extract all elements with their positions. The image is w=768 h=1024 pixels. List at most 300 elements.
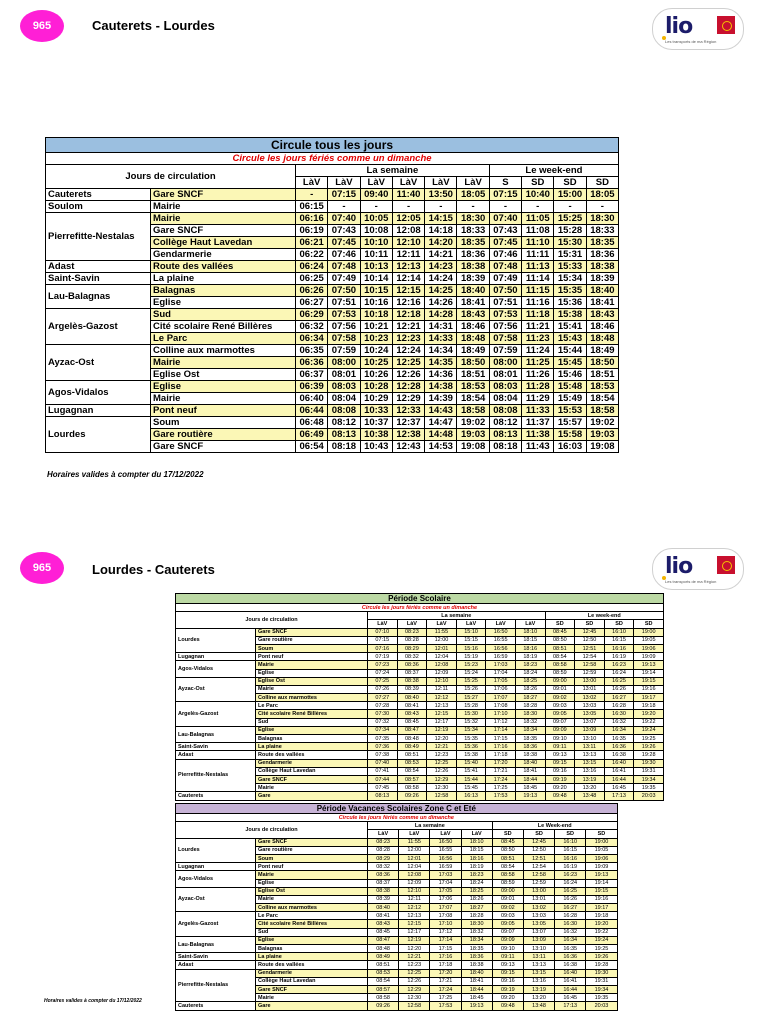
departure-time: 08:03 bbox=[489, 381, 521, 393]
stop-name: Gare bbox=[256, 1002, 368, 1010]
stop-name: Mairie bbox=[256, 685, 368, 693]
departure-time: 13:05 bbox=[575, 710, 605, 718]
departure-time: 12:08 bbox=[392, 225, 424, 237]
departure-time: 16:55 bbox=[430, 846, 461, 854]
departure-time: 18:15 bbox=[461, 846, 492, 854]
departure-time: 16:35 bbox=[555, 945, 586, 953]
departure-time: 07:16 bbox=[368, 644, 398, 652]
departure-time: 18:36 bbox=[586, 249, 618, 261]
town-name: Agos-Vidalos bbox=[46, 381, 151, 405]
table-row bbox=[46, 201, 619, 213]
departure-time: 08:58 bbox=[397, 784, 427, 792]
town-name: Adast bbox=[176, 751, 256, 759]
departure-time: 13:48 bbox=[523, 1002, 554, 1010]
departure-time: 13:10 bbox=[523, 945, 554, 953]
departure-time: 17:25 bbox=[430, 994, 461, 1002]
departure-time: 18:43 bbox=[586, 309, 618, 321]
departure-time: 18:40 bbox=[457, 285, 489, 297]
departure-time: 16:32 bbox=[555, 928, 586, 936]
departure-time: 08:53 bbox=[397, 759, 427, 767]
town-name: Ayzac-Ost bbox=[176, 677, 256, 702]
route-badge-return: 965 bbox=[20, 552, 64, 584]
stop-name: Balagnas bbox=[256, 735, 368, 743]
departure-time: 08:29 bbox=[368, 854, 399, 862]
departure-time: 07:48 bbox=[328, 261, 360, 273]
departure-time: 16:44 bbox=[604, 775, 634, 783]
departure-time: 18:27 bbox=[515, 694, 545, 702]
departure-time: 13:15 bbox=[523, 969, 554, 977]
departure-time: 10:29 bbox=[360, 393, 392, 405]
departure-time: 08:58 bbox=[368, 994, 399, 1002]
departure-time: 18:28 bbox=[461, 912, 492, 920]
departure-time: 08:41 bbox=[397, 702, 427, 710]
departure-time: 08:49 bbox=[368, 953, 399, 961]
departure-time: 12:25 bbox=[399, 969, 430, 977]
departure-time: 12:51 bbox=[523, 854, 554, 862]
town-name: Ayzac-Ost bbox=[46, 345, 151, 381]
departure-time: 11:05 bbox=[522, 213, 554, 225]
departure-time: 07:49 bbox=[489, 273, 521, 285]
departure-time: 08:23 bbox=[368, 838, 399, 846]
departure-time: 15:46 bbox=[554, 369, 586, 381]
departure-time: 13:19 bbox=[523, 985, 554, 993]
departure-time: 15:25 bbox=[456, 677, 486, 685]
departure-time: 19:25 bbox=[586, 945, 617, 953]
departure-time: 13:07 bbox=[575, 718, 605, 726]
departure-time: 06:37 bbox=[296, 369, 328, 381]
departure-time: 11:14 bbox=[522, 273, 554, 285]
departure-time: 13:11 bbox=[575, 743, 605, 751]
timetable-school-period bbox=[175, 593, 664, 801]
departure-time: 12:10 bbox=[427, 677, 457, 685]
departure-time: 07:59 bbox=[328, 345, 360, 357]
departure-time: 13:09 bbox=[575, 726, 605, 734]
departure-time: 09:11 bbox=[492, 953, 523, 961]
table-row bbox=[46, 261, 619, 273]
departure-time: 19:26 bbox=[586, 953, 617, 961]
weekend-header: Le week-end bbox=[489, 165, 618, 177]
stop-name: Mairie bbox=[151, 201, 296, 213]
departure-time: 15:15 bbox=[456, 636, 486, 644]
stop-name: Gare SNCF bbox=[151, 441, 296, 453]
departure-time: 14:15 bbox=[425, 213, 457, 225]
departure-time: 18:23 bbox=[515, 661, 545, 669]
departure-time: 08:12 bbox=[328, 417, 360, 429]
departure-time: 13:20 bbox=[575, 784, 605, 792]
table-subtitle: Circule les jours fériés comme un dimanche bbox=[46, 153, 619, 165]
departure-time: 09:26 bbox=[368, 1002, 399, 1010]
departure-time: 11:08 bbox=[522, 225, 554, 237]
departure-time: 15:38 bbox=[456, 751, 486, 759]
departure-time: 19:05 bbox=[586, 846, 617, 854]
departure-time: 16:23 bbox=[604, 661, 634, 669]
departure-time: - bbox=[554, 201, 586, 213]
departure-time: 14:18 bbox=[425, 225, 457, 237]
departure-time: 09:40 bbox=[360, 189, 392, 201]
departure-time: 18:50 bbox=[457, 357, 489, 369]
departure-time: 19:14 bbox=[634, 669, 664, 677]
departure-time: 16:25 bbox=[604, 677, 634, 685]
departure-time: 19:22 bbox=[634, 718, 664, 726]
departure-time: 17:13 bbox=[555, 1002, 586, 1010]
departure-time: 18:45 bbox=[515, 784, 545, 792]
departure-time: 17:03 bbox=[430, 871, 461, 879]
departure-time: 13:02 bbox=[523, 904, 554, 912]
days-label: Jours de circulation bbox=[46, 165, 296, 189]
departure-time: 09:05 bbox=[492, 920, 523, 928]
departure-time: 08:45 bbox=[492, 838, 523, 846]
day-code: LàV bbox=[457, 177, 489, 189]
departure-time: 12:14 bbox=[392, 273, 424, 285]
departure-time: 09:11 bbox=[545, 743, 575, 751]
departure-time: 08:45 bbox=[368, 928, 399, 936]
departure-time: 14:26 bbox=[425, 297, 457, 309]
departure-time: 11:23 bbox=[522, 333, 554, 345]
departure-time: 12:50 bbox=[523, 846, 554, 854]
departure-time: 15:44 bbox=[554, 345, 586, 357]
departure-time: 12:18 bbox=[392, 309, 424, 321]
departure-time: 19:20 bbox=[586, 920, 617, 928]
table-row bbox=[46, 417, 619, 429]
departure-time: 17:21 bbox=[486, 767, 516, 775]
table-row bbox=[176, 702, 664, 710]
departure-time: 12:58 bbox=[523, 871, 554, 879]
departure-time: 07:40 bbox=[328, 213, 360, 225]
departure-time: 18:51 bbox=[586, 369, 618, 381]
departure-time: 16:26 bbox=[555, 895, 586, 903]
departure-time: 19:09 bbox=[634, 653, 664, 661]
departure-time: 15:28 bbox=[554, 225, 586, 237]
departure-time: 11:28 bbox=[522, 381, 554, 393]
departure-time: 08:03 bbox=[328, 381, 360, 393]
table-row bbox=[46, 405, 619, 417]
departure-time: 09:00 bbox=[492, 887, 523, 895]
departure-time: 09:00 bbox=[545, 677, 575, 685]
departure-time: 09:01 bbox=[492, 895, 523, 903]
departure-time: 19:25 bbox=[634, 735, 664, 743]
departure-time: 15:00 bbox=[554, 189, 586, 201]
departure-time: 10:18 bbox=[360, 309, 392, 321]
departure-time: 09:03 bbox=[492, 912, 523, 920]
days-label: Jours de circulation bbox=[176, 612, 368, 628]
departure-time: 13:50 bbox=[425, 189, 457, 201]
departure-time: 09:20 bbox=[545, 784, 575, 792]
departure-time: 13:48 bbox=[575, 792, 605, 800]
departure-time: 16:59 bbox=[430, 863, 461, 871]
departure-time: 11:10 bbox=[522, 237, 554, 249]
departure-time: 20:03 bbox=[586, 1002, 617, 1010]
departure-time: 18:16 bbox=[461, 854, 492, 862]
departure-time: 18:10 bbox=[515, 628, 545, 636]
departure-time: 18:30 bbox=[586, 213, 618, 225]
departure-time: 19:26 bbox=[634, 743, 664, 751]
departure-time: 15:48 bbox=[554, 381, 586, 393]
day-code: S bbox=[489, 177, 521, 189]
departure-time: 16:44 bbox=[555, 985, 586, 993]
route-title-return: Lourdes - Cauterets bbox=[92, 562, 215, 577]
departure-time: 07:50 bbox=[489, 285, 521, 297]
departure-time: 16:13 bbox=[456, 792, 486, 800]
departure-time: 08:43 bbox=[368, 920, 399, 928]
day-code: LàV bbox=[399, 830, 430, 838]
departure-time: 08:41 bbox=[368, 912, 399, 920]
departure-time: 12:10 bbox=[399, 887, 430, 895]
stop-name: Pont neuf bbox=[256, 863, 368, 871]
departure-time: 07:50 bbox=[328, 285, 360, 297]
departure-time: 12:00 bbox=[399, 846, 430, 854]
departure-time: 08:28 bbox=[368, 846, 399, 854]
departure-time: 13:03 bbox=[523, 912, 554, 920]
departure-time: 15:25 bbox=[554, 213, 586, 225]
departure-time: 19:13 bbox=[586, 871, 617, 879]
table-row bbox=[176, 726, 664, 734]
departure-time: 07:46 bbox=[328, 249, 360, 261]
departure-time: 07:36 bbox=[368, 743, 398, 751]
departure-time: 14:21 bbox=[425, 249, 457, 261]
departure-time: 08:59 bbox=[545, 669, 575, 677]
day-code: SD bbox=[586, 177, 618, 189]
departure-time: 18:44 bbox=[461, 985, 492, 993]
departure-time: 09:13 bbox=[492, 961, 523, 969]
departure-time: 19:28 bbox=[634, 751, 664, 759]
departure-time: 18:49 bbox=[586, 345, 618, 357]
town-name: Cauterets bbox=[176, 792, 256, 800]
stop-name: Gare SNCF bbox=[256, 985, 368, 993]
departure-time: 11:37 bbox=[522, 417, 554, 429]
weekend-header: Le Week-end bbox=[492, 822, 617, 830]
departure-time: 15:19 bbox=[456, 653, 486, 661]
week-header: La semaine bbox=[368, 612, 546, 620]
departure-time: 12:09 bbox=[399, 879, 430, 887]
departure-time: 16:15 bbox=[555, 846, 586, 854]
departure-time: 18:28 bbox=[515, 702, 545, 710]
table-subtitle: Circule les jours fériés comme un dimanche bbox=[176, 814, 618, 822]
day-code: SD bbox=[554, 177, 586, 189]
departure-time: 12:19 bbox=[399, 936, 430, 944]
departure-time: 10:15 bbox=[360, 285, 392, 297]
departure-time: 19:14 bbox=[586, 879, 617, 887]
stop-name: Mairie bbox=[151, 393, 296, 405]
departure-time: 20:03 bbox=[634, 792, 664, 800]
departure-time: 12:11 bbox=[427, 685, 457, 693]
departure-time: 14:25 bbox=[425, 285, 457, 297]
day-code: SD bbox=[545, 620, 575, 628]
departure-time: 15:57 bbox=[554, 417, 586, 429]
departure-time: 18:41 bbox=[586, 297, 618, 309]
departure-time: 07:19 bbox=[368, 653, 398, 661]
departure-time: 18:40 bbox=[515, 759, 545, 767]
town-name: Lau-Balagnas bbox=[176, 726, 256, 742]
departure-time: 08:37 bbox=[368, 879, 399, 887]
departure-time: 15:34 bbox=[554, 273, 586, 285]
departure-time: 18:30 bbox=[457, 213, 489, 225]
departure-time: 15:10 bbox=[456, 628, 486, 636]
departure-time: 18:58 bbox=[457, 405, 489, 417]
stop-name: Colline aux marmottes bbox=[151, 345, 296, 357]
day-code: LàV bbox=[397, 620, 427, 628]
departure-time: 07:48 bbox=[489, 261, 521, 273]
departure-time: 18:41 bbox=[457, 297, 489, 309]
departure-time: 18:35 bbox=[457, 237, 489, 249]
departure-time: 18:58 bbox=[586, 405, 618, 417]
route-title: Cauterets - Lourdes bbox=[92, 18, 215, 33]
departure-time: 15:35 bbox=[456, 735, 486, 743]
departure-time: 16:23 bbox=[555, 871, 586, 879]
departure-time: 16:28 bbox=[604, 702, 634, 710]
departure-time: 11:21 bbox=[522, 321, 554, 333]
departure-time: 07:51 bbox=[328, 297, 360, 309]
day-code: LàV bbox=[392, 177, 424, 189]
departure-time: 07:56 bbox=[489, 321, 521, 333]
departure-time: 19:28 bbox=[586, 961, 617, 969]
day-code: SD bbox=[586, 830, 617, 838]
departure-time: 07:46 bbox=[489, 249, 521, 261]
stop-name: Le Parc bbox=[256, 912, 368, 920]
departure-time: 16:10 bbox=[604, 628, 634, 636]
week-header: La semaine bbox=[368, 822, 493, 830]
departure-time: 12:15 bbox=[392, 285, 424, 297]
departure-time: 14:34 bbox=[425, 345, 457, 357]
departure-time: 17:15 bbox=[486, 735, 516, 743]
stop-name: Collège Haut Lavedan bbox=[256, 767, 368, 775]
departure-time: 18:48 bbox=[457, 333, 489, 345]
departure-time: 08:51 bbox=[492, 854, 523, 862]
departure-time: 06:48 bbox=[296, 417, 328, 429]
stop-name: La plaine bbox=[256, 743, 368, 751]
departure-time: 07:53 bbox=[328, 309, 360, 321]
departure-time: 18:30 bbox=[461, 920, 492, 928]
departure-time: 14:24 bbox=[425, 273, 457, 285]
departure-time: 18:34 bbox=[461, 936, 492, 944]
departure-time: 15:44 bbox=[456, 775, 486, 783]
departure-time: 07:26 bbox=[368, 685, 398, 693]
departure-time: 09:13 bbox=[545, 751, 575, 759]
departure-time: 19:13 bbox=[515, 792, 545, 800]
departure-time: 12:11 bbox=[399, 895, 430, 903]
departure-time: 19:30 bbox=[586, 969, 617, 977]
departure-time: 12:38 bbox=[392, 429, 424, 441]
departure-time: 11:55 bbox=[427, 628, 457, 636]
departure-time: 15:38 bbox=[554, 309, 586, 321]
departure-time: 16:26 bbox=[604, 685, 634, 693]
departure-time: 10:43 bbox=[360, 441, 392, 453]
departure-time: 18:19 bbox=[515, 653, 545, 661]
departure-time: 11:13 bbox=[522, 261, 554, 273]
stop-name: Gare routière bbox=[151, 429, 296, 441]
departure-time: 13:01 bbox=[575, 685, 605, 693]
table-row bbox=[176, 653, 664, 661]
week-header: La semaine bbox=[296, 165, 490, 177]
stop-name: Collège Haut Lavedan bbox=[151, 237, 296, 249]
stop-name: Gare routière bbox=[256, 636, 368, 644]
departure-time: 14:20 bbox=[425, 237, 457, 249]
departure-time: 12:00 bbox=[427, 636, 457, 644]
departure-time: 17:18 bbox=[430, 961, 461, 969]
departure-time: 07:49 bbox=[328, 273, 360, 285]
departure-time: 10:26 bbox=[360, 369, 392, 381]
departure-time: 07:15 bbox=[489, 189, 521, 201]
table-row bbox=[46, 345, 619, 357]
departure-time: 11:15 bbox=[522, 285, 554, 297]
departure-time: 17:06 bbox=[486, 685, 516, 693]
departure-time: 08:57 bbox=[368, 985, 399, 993]
town-name: Pierrefitte-Nestalas bbox=[176, 759, 256, 792]
departure-time: 10:23 bbox=[360, 333, 392, 345]
departure-time: 13:02 bbox=[575, 694, 605, 702]
departure-time: 12:20 bbox=[399, 945, 430, 953]
stop-name: Gare SNCF bbox=[151, 225, 296, 237]
departure-time: 16:35 bbox=[604, 735, 634, 743]
table-title-band: Période Vacances Scolaires Zone C et Eté bbox=[176, 804, 618, 814]
departure-time: 16:59 bbox=[486, 653, 516, 661]
departure-time: 07:10 bbox=[368, 628, 398, 636]
departure-time: 17:53 bbox=[486, 792, 516, 800]
town-name: Adast bbox=[46, 261, 151, 273]
town-name: Argelès-Gazost bbox=[176, 912, 256, 937]
departure-time: 12:29 bbox=[427, 775, 457, 783]
departure-time: 12:25 bbox=[392, 357, 424, 369]
departure-time: 18:40 bbox=[461, 969, 492, 977]
departure-time: 08:58 bbox=[492, 871, 523, 879]
departure-time: 18:40 bbox=[586, 285, 618, 297]
departure-time: 08:00 bbox=[328, 357, 360, 369]
departure-time: 17:13 bbox=[604, 792, 634, 800]
departure-time: 10:11 bbox=[360, 249, 392, 261]
departure-time: 13:13 bbox=[575, 751, 605, 759]
departure-time: 06:15 bbox=[296, 201, 328, 213]
departure-time: 07:56 bbox=[328, 321, 360, 333]
table-row bbox=[46, 309, 619, 321]
departure-time: 09:48 bbox=[545, 792, 575, 800]
day-code: LàV bbox=[430, 830, 461, 838]
departure-time: 07:58 bbox=[489, 333, 521, 345]
departure-time: 12:01 bbox=[399, 854, 430, 862]
departure-time: 18:23 bbox=[461, 871, 492, 879]
departure-time: 10:37 bbox=[360, 417, 392, 429]
departure-time: 17:16 bbox=[486, 743, 516, 751]
departure-time: 16:32 bbox=[604, 718, 634, 726]
departure-time: 08:08 bbox=[489, 405, 521, 417]
town-name: Lau-Balagnas bbox=[176, 936, 256, 952]
departure-time: 12:09 bbox=[427, 669, 457, 677]
departure-time: 07:32 bbox=[368, 718, 398, 726]
departure-time: 16:24 bbox=[604, 669, 634, 677]
departure-time: 18:36 bbox=[515, 743, 545, 751]
table-row bbox=[46, 213, 619, 225]
departure-time: 18:38 bbox=[586, 261, 618, 273]
departure-time: 06:36 bbox=[296, 357, 328, 369]
departure-time: 08:29 bbox=[397, 644, 427, 652]
departure-time: 08:49 bbox=[397, 743, 427, 751]
table-row bbox=[176, 838, 618, 846]
departure-time: 13:00 bbox=[523, 887, 554, 895]
table-row bbox=[176, 969, 618, 977]
stop-name: Eglise bbox=[256, 936, 368, 944]
departure-time: 07:45 bbox=[328, 237, 360, 249]
departure-time: 19:00 bbox=[586, 838, 617, 846]
departure-time: 07:27 bbox=[368, 694, 398, 702]
departure-time: 17:25 bbox=[486, 784, 516, 792]
stop-name: Route des vallées bbox=[151, 261, 296, 273]
departure-time: 18:39 bbox=[457, 273, 489, 285]
departure-time: 11:40 bbox=[392, 189, 424, 201]
departure-time: 07:24 bbox=[368, 669, 398, 677]
departure-time: 19:03 bbox=[457, 429, 489, 441]
departure-time: 09:07 bbox=[492, 928, 523, 936]
departure-time: 08:57 bbox=[397, 775, 427, 783]
departure-time: 15:45 bbox=[554, 357, 586, 369]
departure-time: 18:30 bbox=[515, 710, 545, 718]
